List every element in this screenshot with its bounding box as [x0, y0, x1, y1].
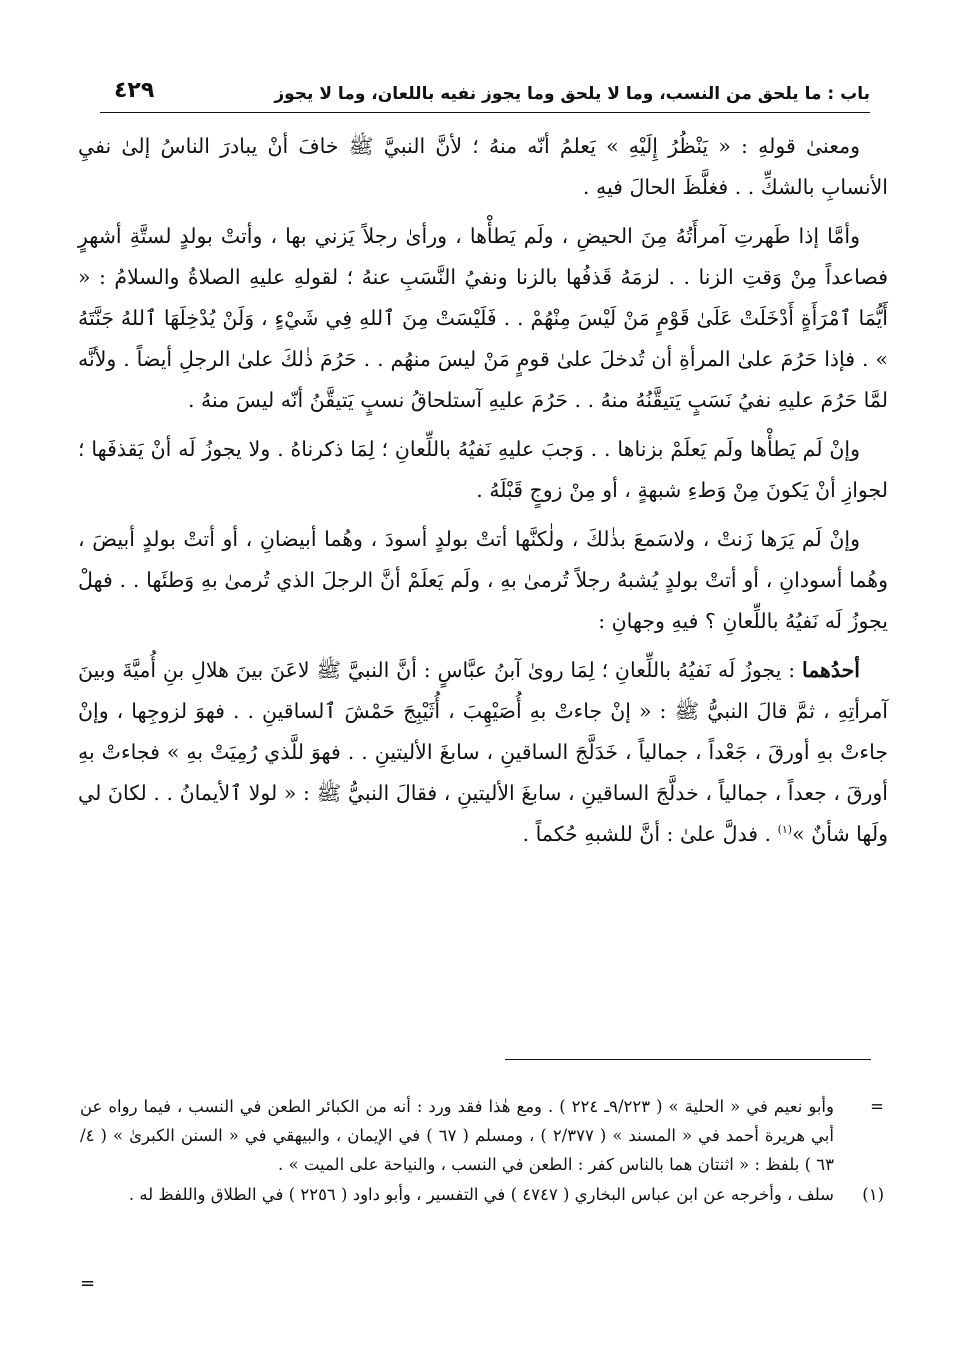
paragraph-text: : يجوزُ لَه نَفيُهُ باللِّعانِ ؛ لِمَا روىٰ آبنُ عبَّاسٍ : أنَّ النبيَّ ﷺ لاعَنَ بينَ هلالِ بنِ أُميَّةَ وبينَ آمرأتِهِ ، ثمَّ قالَ النبيُّ ﷺ : « إنْ جاءتْ بهِ أُصَيْهِبَ ، أُثَيْبِجَ حَمْشَ ٱلساقينِ . . فهوَ لزوجِها ، وإنْ جاءتْ بهِ أورقَ ، جَعْداً ، جمالياً ، خَدَلَّجَ الساقينِ ، سابغَ الأليتينِ . . فهوَ للَّذي رُمِيَتْ بهِ » فجاءتْ بهِ أورقَ ، جعداً ، جمالياً ، خدلَّجَ الساقينِ ، سابغَ الأليتينِ ، فقالَ النبيُّ ﷺ : « لولا ٱلأيمانُ . . لكانَ لي ولَها شأنٌ »	[78, 658, 888, 846]
footnote-marker: =	[870, 1097, 884, 1116]
footnote-text: وأبو نعيم في « الحلية » ( ٩/٢٢٣ـ ٢٢٤ ) . ومع هٰذا فقد ورد : أنه من الكبائر الطعن في النسب ، فيما رواه عن أبي هريرة أحمد في « المسند » ( ٢/٣٧٧ ) ، ومسلم ( ٦٧ ) في الإيمان ، والبيهقي في « السنن الكبرىٰ » ( ٤/ ٦٣ ) بلفظ : « اثنتان هما بالناس كفر : الطعن في النسب ، والنياحة على الميت » .	[80, 1097, 834, 1174]
main-text	[78, 126, 888, 863]
paragraph-text: وإنْ لَم يَرَها زَنتْ ، ولاسَمعَ بذٰلكَ ، ولٰكنَّها أتتْ بولدٍ أسودَ ، وهُما أبيضانِ ، أو أتتْ بولدٍ أبيضَ ، وهُما أسودانِ ، أو أتتْ بولدٍ يُشبهُ رجلاً تُرمىٰ بهِ ، ولَم يَعلَمْ أنَّ الرجلَ الذي تُرمىٰ بهِ وَطئَها . . فهلْ يجوزُ لَه نَفيُهُ باللِّعانِ ؟ فيهِ وجهانِ :	[78, 527, 888, 633]
paragraph-text: وأمَّا إذا طَهرتِ آمرأَتُهُ مِنَ الحيضِ ، ولَم يَطأْها ، ورأىٰ رجلاً يَزني بها ، وأتتْ بولدٍ لستَّةِ أشهرٍ فصاعداً مِنْ وَقتِ الزنا . . لزمَهُ قَذفُها بالزنا ونفيُ النَّسَبِ عنهُ ؛ لقولهِ عليهِ الصلاةُ والسلامُ : « أَيُّمَا ٱمْرَأَةٍ أَدْخَلَتْ عَلَىٰ قَوْمٍ مَنْ لَيْسَ مِنْهُمْ . . فَلَيْسَتْ مِنَ ٱللهِ فِي شَيْءٍ ، وَلَنْ يُدْخِلَهَا ٱللهُ جَنَّتَهُ » . فإذا حَرُمَ علىٰ المرأةِ أن تُدخلَ علىٰ قومٍ مَنْ ليسَ منهُم . . حَرُمَ ذٰلكَ علىٰ الرجلِ أيضاً . ولأنَّه لمَّا حَرُمَ عليهِ نفيُ نَسَبٍ يَتيقَّنُهُ منهُ . . حَرُمَ عليهِ آستلحاقُ نسبٍ يَتيقَّنُ أنّه ليسَ منهُ .	[78, 224, 888, 412]
paragraph-text: ومعنىٰ قولهِ : « يَنْظُرُ إِلَيْهِ » يَعلمُ أنّه منهُ ؛ لأنَّ النبيَّ ﷺ خافَ أنْ يبادرَ الناسُ إلىٰ نفيِ الأنسابِ بالشكِّ . . فغلَّظَ الحالَ فيهِ .	[78, 134, 888, 199]
footnote-text: سلف ، وأخرجه عن ابن عباس البخاري ( ٤٧٤٧ ) في التفسير ، وأبو داود ( ٢٢٥٦ ) في الطلاق واللفظ له .	[128, 1185, 834, 1204]
paragraph-tail: . فدلَّ علىٰ : أنَّ للشبهِ حُكماً .	[522, 822, 778, 846]
paragraph	[78, 429, 888, 511]
continuation-mark: =	[80, 1273, 96, 1294]
footnote-ref[interactable]: (١)	[777, 823, 793, 837]
paragraph	[78, 126, 888, 208]
page-number: ٤٢٩	[114, 78, 155, 103]
footnote-marker: (١)	[862, 1185, 884, 1204]
paragraph-text: وإنْ لَم يَطأْها ولَم يَعلَمْ بزناها . . وَجبَ عليهِ نَفيُهُ باللِّعانِ ؛ لِمَا ذكرناهُ . ولا يجوزُ لَه أنْ يَقذفَها ؛ لجوازِ أنْ يَكونَ مِنْ وَطءِ شبهةٍ ، أو مِنْ زوجٍ قَبْلَهُ .	[78, 437, 888, 502]
paragraph	[78, 216, 888, 421]
paragraph-lead: أحدُهما	[801, 658, 860, 682]
chapter-title: باب : ما يلحق من النسب، وما لا يلحق وما يجوز نفيه باللعان، وما لا يجوز	[274, 84, 870, 104]
footnote-separator	[505, 1059, 871, 1060]
footnote	[80, 1092, 890, 1179]
paragraph	[78, 650, 888, 855]
footnotes	[80, 1092, 890, 1210]
running-header	[100, 78, 870, 113]
paragraph	[78, 519, 888, 642]
footnote	[80, 1180, 890, 1209]
